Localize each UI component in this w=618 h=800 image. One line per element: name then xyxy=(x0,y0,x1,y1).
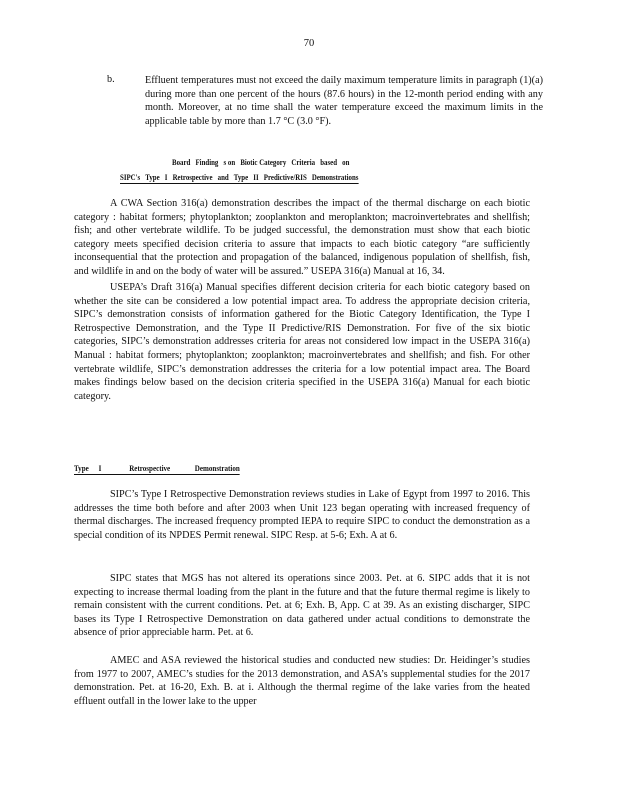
section-heading-word: Retrospective xyxy=(129,463,171,473)
section-heading-type1-retrospective xyxy=(74,463,240,475)
list-marker: b. xyxy=(107,74,115,85)
paragraph-sipc-operations: SIPC states that MGS has not altered its operations since 2003. Pet. at 6. SIPC adds that it is not expecting to increase thermal loading from the plant in the future and that the future thermal regime is likely to remain consistent with the current conditions. Pet. at 6; Exh. B, App. C at 39. As an existing discharger, SIPC bases its Type I Retrospective Demonstration on data gathered under actual conditions to demonstrate the absence of prior appreciable harm. Pet. at 6. xyxy=(74,573,530,639)
section-heading-word: Demonstration xyxy=(194,463,240,473)
section-heading-word: I xyxy=(98,463,102,473)
paragraph-cwa-316a: A CWA Section 316(a) demonstration describes the impact of the thermal discharge on each biotic category : habitat formers; phytoplankton; zooplankton and meroplankton; macroinvertebrates and shellfish; fish; and other vertebrate wildlife. To be judged successful, the demonstration must show that each biotic category meets specified decision criteria to assure that impacts to each biotic category “are sufficiently inconsequential that the protection and propagation of the balanced, indigenous population of shellfish, fish, and wildlife in and on the body of water will be assured.” USEPA 316(a) Manual at 16, 34. xyxy=(74,198,530,277)
list-item-text: Effluent temperatures must not exceed the daily maximum temperature limits in paragraph (1)(a) during more than one percent of the hours (87.6 hours) in the 12-month period ending with any month. Moreover, at no time shall the water temperature exceed the maximum limits in the applicable table by more than 1.7 °C (3.0 °F). xyxy=(145,75,543,127)
paragraph-usepa-draft-manual: USEPA’s Draft 316(a) Manual specifies different decision criteria for each biotic category based on whether the site can be considered a low potential impact area. To address the appropriate decision criteria, SIPC’s demonstration consists of information gathered for the Biotic Category Identification, the Type I Retrospective Demonstration, and the Type II Predictive/RIS Demonstration. For five of the six biotic categories, SIPC’s demonstration addresses criteria for areas not considered low impact in the USEPA 316(a) Manual : habitat formers; phytoplankton; zooplankton; macroinvertebrates and shellfish; and fish. For other vertebrate wildlife, SIPC’s demonstration addresses the criteria for a low potential impact area. The Board makes findings below based on the decision criteria specified in the USEPA 316(a) Manual for each biotic category. xyxy=(74,282,530,402)
board-findings-heading-line2: SIPC's Type I Retrospective and Type II Predictive/RIS Demonstrations xyxy=(120,173,359,182)
paragraph-sipc-type1-review: SIPC’s Type I Retrospective Demonstration reviews studies in Lake of Egypt from 1997 to 2016. This addresses the time both before and after 2003 when Unit 123 began operating with increased frequency of thermal discharges. The increased frequency prompted IEPA to require SIPC to conduct the demonstration as a special condition of its NPDES Permit renewal. SIPC Resp. at 5-6; Exh. A at 6. xyxy=(74,489,530,541)
page-number: 70 xyxy=(303,38,315,49)
section-heading-word: Type xyxy=(74,463,89,473)
paragraph-amec-asa-studies: AMEC and ASA reviewed the historical studies and conducted new studies: Dr. Heidinger’s studies from 1977 to 2007, AMEC’s studies for the 2013 demonstration, and ASA’s supplemental studies for the 2017 demonstration. Pet. at 16-20, Exh. B. at i. Although the thermal regime of the lake varies from the heated effluent outfall in the lower lake to the upper xyxy=(74,655,530,707)
board-findings-heading-line1: Board Finding s on Biotic Category Criteria based on xyxy=(172,158,350,167)
